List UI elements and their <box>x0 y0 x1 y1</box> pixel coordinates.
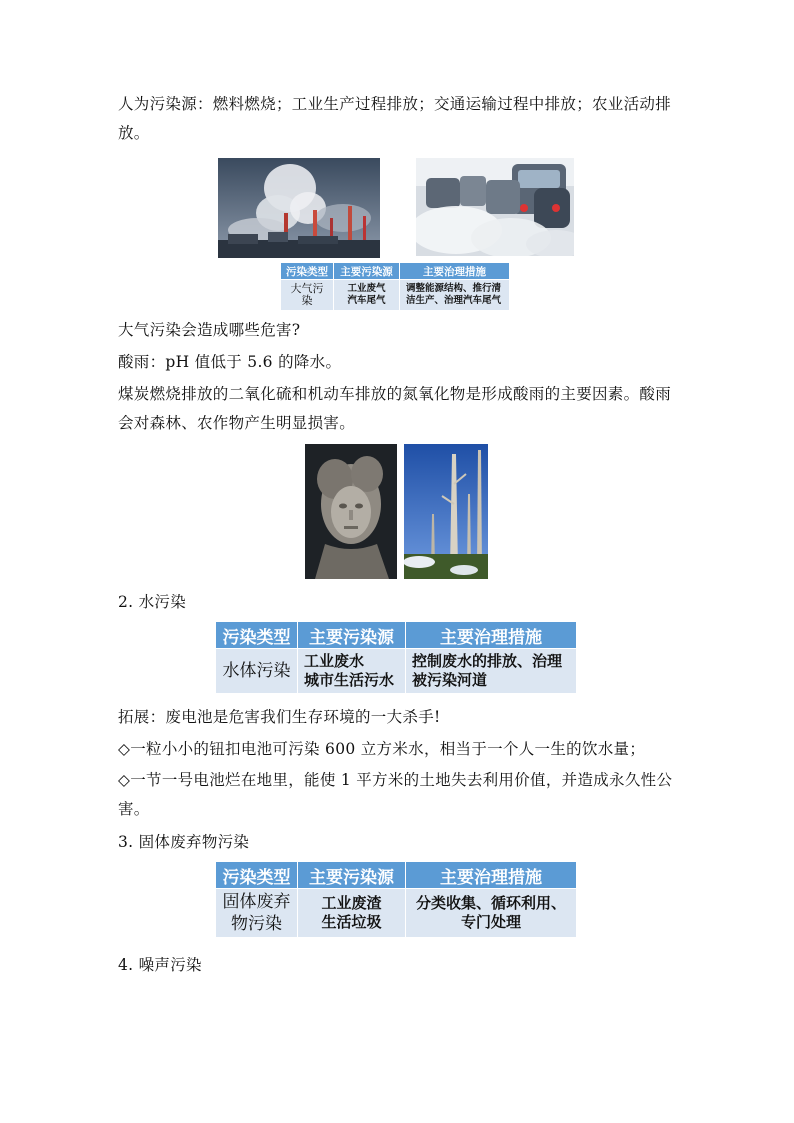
battery-fact-1: ◇一粒小小的钮扣电池可污染 600 立方米水，相当于一个人一生的饮水量； <box>118 740 646 758</box>
battery-fact-2: ◇一节一号电池烂在地里，能使 1 平方米的土地失去利用价值，并造成永久性公害。 <box>118 771 673 818</box>
air-pollution-table <box>280 262 510 311</box>
human-sources-paragraph: 人为污染源：燃料燃烧；工业生产过程排放；交通运输过程中排放；农业活动排放。 <box>118 95 672 142</box>
table-header-row <box>216 862 577 889</box>
header-source: 主要污染源 <box>334 263 400 280</box>
eroded-statue-photo <box>305 444 397 579</box>
traffic-exhaust-photo <box>416 158 574 256</box>
table-header-row <box>216 622 577 649</box>
cell-type: 水体污染 <box>216 649 298 694</box>
table-header-row <box>281 263 510 280</box>
acid-rain-definition: 酸雨：pH 值低于 5.6 的降水。 <box>118 353 342 371</box>
cell-measure: 分类收集、循环利用、专门处理 <box>406 889 577 938</box>
header-type: 污染类型 <box>216 862 298 889</box>
battery-intro: 拓展：废电池是危害我们生存环境的一大杀手! <box>118 708 441 726</box>
solid-waste-heading: 3. 固体废弃物污染 <box>118 833 250 851</box>
cell-type: 固体废弃物污染 <box>216 889 298 938</box>
header-type: 污染类型 <box>216 622 298 649</box>
table-row <box>216 889 577 938</box>
cell-type: 大气污染 <box>281 280 334 311</box>
cell-source: 工业废气 汽车尾气 <box>334 280 400 311</box>
factory-smoke-photo <box>218 158 380 258</box>
water-pollution-heading: 2. 水污染 <box>118 593 187 611</box>
cell-measure: 控制废水的排放、治理被污染河道 <box>406 649 577 694</box>
noise-pollution-heading: 4. 噪声污染 <box>118 956 202 974</box>
header-measure: 主要治理措施 <box>406 622 577 649</box>
cell-measure: 调整能源结构、推行清洁生产、治理汽车尾气 <box>400 280 510 311</box>
cell-source: 工业废水 城市生活污水 <box>298 649 406 694</box>
dead-trees-photo <box>404 444 488 579</box>
solid-waste-table <box>215 861 577 938</box>
header-source: 主要污染源 <box>298 622 406 649</box>
water-pollution-table <box>215 621 577 694</box>
table-row <box>216 649 577 694</box>
header-measure: 主要治理措施 <box>406 862 577 889</box>
air-harm-question: 大气污染会造成哪些危害? <box>118 321 301 339</box>
acid-rain-cause: 煤炭燃烧排放的二氧化硫和机动车排放的氮氧化物是形成酸雨的主要因素。酸雨会对森林、农作物产生明显损害。 <box>118 385 672 432</box>
header-measure: 主要治理措施 <box>400 263 510 280</box>
header-source: 主要污染源 <box>298 862 406 889</box>
table-row <box>281 280 510 311</box>
header-type: 污染类型 <box>281 263 334 280</box>
cell-source: 工业废渣 生活垃圾 <box>298 889 406 938</box>
